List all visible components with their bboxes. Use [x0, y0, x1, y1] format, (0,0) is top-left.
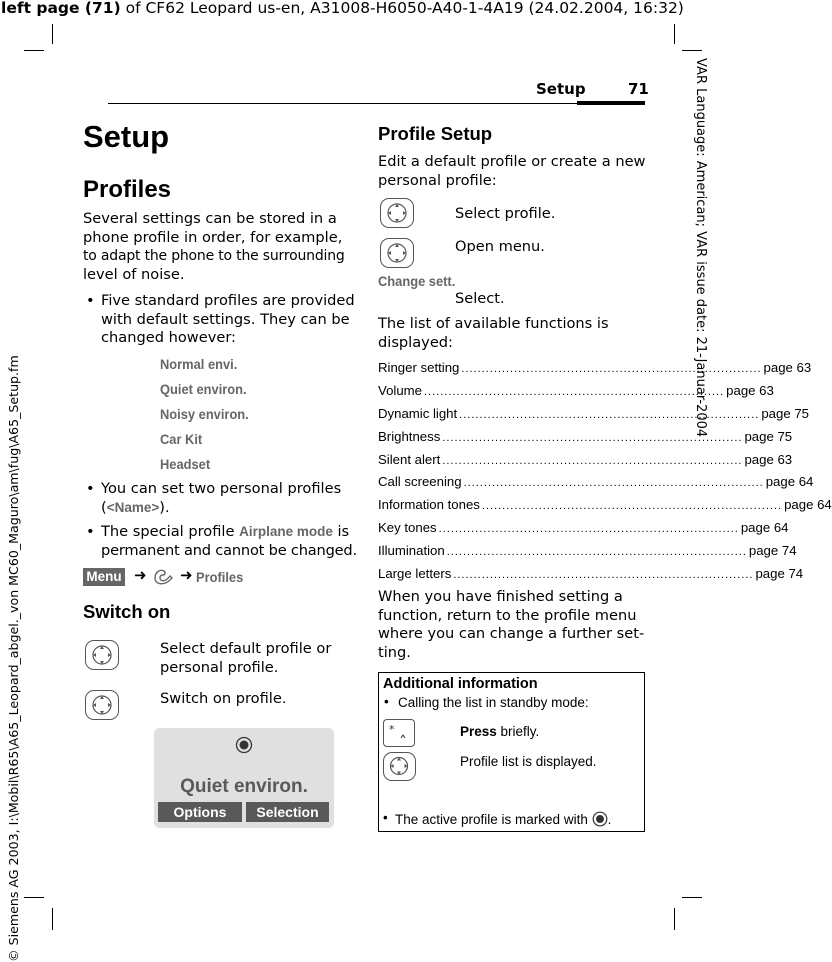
dot-leader: .......................................................................... — [442, 455, 743, 467]
text-line: The list of available functions is — [378, 315, 609, 332]
arrow-icon: ➜ — [134, 566, 147, 584]
dot-leader: .......................................................................... — [442, 432, 743, 444]
function-name: Ringer setting — [378, 360, 460, 375]
function-list-item — [378, 406, 809, 421]
dot-leader: .......................................................................... — [453, 569, 754, 581]
text-line: where you can change a further set- — [378, 625, 645, 642]
profiles-intro — [83, 210, 353, 284]
function-list-item — [378, 543, 797, 558]
bullet-personal-profiles — [101, 480, 356, 517]
function-page: page 64 — [784, 497, 832, 512]
dot-leader: .......................................................................... — [463, 477, 764, 489]
dot-leader: .......................................................................... — [424, 386, 725, 398]
running-head-title: Setup — [536, 80, 586, 98]
profile-item: Car Kit — [160, 431, 203, 447]
function-name: Volume — [378, 383, 422, 398]
nav-key-icon — [85, 690, 119, 720]
text-line: Several settings can be stored in a — [83, 210, 337, 227]
function-list-item — [378, 497, 832, 512]
function-name: Information tones — [378, 497, 480, 512]
info-list-displayed: Profile list is displayed. — [460, 754, 597, 769]
function-list-item — [378, 360, 812, 375]
selection-softkey[interactable]: Selection — [246, 802, 329, 822]
dot-leader: .......................................................................... — [459, 409, 760, 421]
screen-profile-label: Quiet environ. — [180, 776, 308, 797]
bullet-standard-profiles — [101, 292, 356, 348]
text-span: is — [332, 523, 350, 540]
press-label: Press — [460, 724, 497, 739]
settings-menu-icon — [152, 566, 176, 586]
arrow-icon: ➜ — [180, 566, 193, 584]
running-head-bar — [577, 101, 645, 105]
text-line: permanent and cannot be changed. — [101, 541, 357, 559]
options-softkey[interactable]: Options — [158, 802, 242, 822]
running-head-rule — [108, 103, 578, 104]
crop-mark — [674, 24, 675, 44]
paren: ( — [101, 498, 107, 516]
text-line — [101, 499, 356, 518]
crop-mark — [24, 50, 44, 51]
text-line: Edit a default profile or create a new — [378, 153, 646, 170]
profile-setup-intro — [378, 153, 653, 190]
text-line: phone profile in order, for example, — [83, 228, 343, 246]
profile-setup-heading: Profile Setup — [378, 123, 493, 144]
active-profile-icon — [592, 811, 608, 827]
dot-leader: .......................................................................... — [481, 500, 783, 512]
text-line: changed however: — [101, 329, 236, 346]
profile-item: Quiet environ. — [160, 381, 247, 397]
profile-item: Headset — [160, 456, 211, 472]
function-list-item — [378, 429, 793, 444]
nav-key-icon — [380, 238, 414, 268]
crop-mark — [52, 908, 53, 930]
profiles-heading: Profiles — [83, 176, 172, 203]
text-line: personal profile: — [378, 171, 497, 189]
dot-leader: .......................................................................... — [438, 523, 739, 535]
bullet-icon: • — [86, 480, 95, 497]
print-header-page: left page (71) — [1, 0, 121, 17]
function-name: Key tones — [378, 520, 437, 535]
phone-screen — [154, 728, 334, 828]
airplane-mode-label: Airplane mode — [239, 524, 333, 539]
switch-on-heading: Switch on — [83, 601, 171, 622]
active-profile-icon — [235, 736, 253, 754]
text-line: personal profile. — [160, 658, 279, 676]
nav-key-icon — [380, 198, 414, 228]
text-line: level of noise. — [83, 265, 185, 283]
function-page: page 64 — [765, 474, 814, 489]
function-page: page 74 — [748, 543, 797, 558]
text-line: function, return to the profile menu — [378, 606, 637, 624]
function-list-item — [378, 452, 793, 467]
function-name: Silent alert — [378, 452, 441, 467]
function-name: Brightness — [378, 429, 441, 444]
function-list-item — [378, 383, 774, 398]
nav-key-icon — [85, 640, 119, 670]
info-heading: Additional information — [383, 676, 538, 692]
text-line: displayed: — [378, 333, 453, 351]
crop-mark — [674, 908, 675, 930]
change-sett-label: Change sett. — [378, 273, 456, 289]
running-head-page: 71 — [628, 80, 649, 98]
active-marked-text: The active profile is marked with — [395, 812, 588, 827]
function-page: page 74 — [755, 566, 804, 581]
text-line: to adapt the phone to the surrounding — [83, 248, 345, 264]
bullet-icon: • — [86, 523, 95, 540]
text-line: ting. — [378, 643, 411, 661]
bullet-icon: • — [384, 694, 389, 709]
bullet-icon: • — [86, 292, 95, 309]
function-page: page 63 — [744, 452, 793, 467]
name-placeholder: <Name> — [106, 499, 160, 515]
crop-mark — [24, 897, 44, 898]
crop-mark — [52, 24, 53, 44]
function-name: Call screening — [378, 474, 462, 489]
function-page: page 75 — [761, 406, 809, 421]
step-open-menu: Open menu. — [455, 238, 545, 255]
finish-paragraph — [378, 588, 653, 662]
function-name: Dynamic light — [378, 406, 458, 421]
bullet-airplane-mode — [101, 523, 361, 560]
side-text-right: VAR Language: American; VAR issue date: 21-Januar-2004 — [693, 58, 708, 438]
print-header-info: of CF62 Leopard us-en, A31008-H6050-A40-1-4A19 (24.02.2004, 16:32) — [120, 0, 684, 17]
text-line: with default settings. They can be — [101, 310, 350, 328]
crop-mark — [682, 50, 702, 51]
paren: ). — [159, 498, 170, 516]
press-rest: briefly. — [496, 724, 540, 739]
text-line — [101, 523, 361, 542]
step-select-profile: Select profile. — [455, 205, 556, 222]
function-list-item — [378, 520, 789, 535]
function-page: page 63 — [726, 383, 774, 398]
profile-item: Noisy environ. — [160, 406, 249, 422]
dot-leader: .......................................................................... — [446, 546, 747, 558]
profile-item: Normal envi. — [160, 356, 238, 372]
menu-key: Menu — [83, 568, 125, 586]
step-select: Select. — [455, 290, 505, 307]
crop-mark — [682, 897, 702, 898]
list-intro — [378, 315, 653, 352]
info-press-text — [460, 724, 539, 739]
nav-key-icon — [383, 752, 416, 781]
function-name: Illumination — [378, 543, 445, 558]
page-title: Setup — [83, 119, 170, 154]
text-line: Select default profile or — [160, 640, 332, 657]
side-text-left: © Siemens AG 2003, I:\Mobil\R65\A65_Leopard_abgel._von MC60_Maguro\am\fug\A65_Setup.fm — [6, 355, 21, 962]
function-list-item — [378, 566, 804, 581]
svg-text:*: * — [389, 723, 395, 736]
bullet-icon: • — [383, 810, 388, 825]
print-header — [1, 0, 684, 17]
star-key-icon — [383, 719, 415, 747]
text-line: You can set two personal profiles — [101, 480, 342, 497]
additional-info-box — [378, 672, 645, 832]
text-span: The special profile — [101, 523, 240, 540]
function-page: page 75 — [744, 429, 793, 444]
function-page: page 63 — [763, 360, 812, 375]
step-select-default — [160, 640, 331, 677]
info-bullet-standby: Calling the list in standby mode: — [398, 695, 589, 710]
step-switch-on: Switch on profile. — [160, 690, 287, 707]
text-line: When you have finished setting a — [378, 588, 623, 605]
menu-target-profiles: Profiles — [196, 569, 244, 585]
info-bullet-active: The active profile is marked with . — [395, 812, 612, 827]
function-page: page 64 — [740, 520, 789, 535]
function-name: Large letters — [378, 566, 452, 581]
function-list-item — [378, 474, 814, 489]
dot-leader: .......................................................................... — [461, 363, 762, 375]
text-line: Five standard profiles are provided — [101, 292, 355, 309]
